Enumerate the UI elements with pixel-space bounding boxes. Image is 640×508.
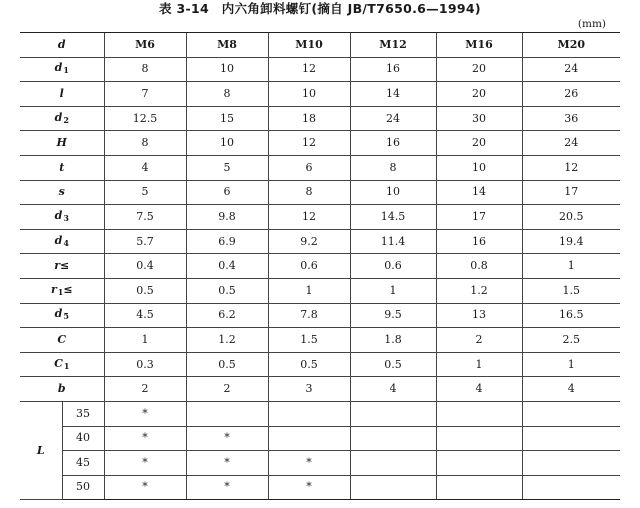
availability-cell: * (186, 426, 268, 451)
availability-cell (436, 401, 522, 426)
row-symbol: H (56, 136, 67, 150)
availability-cell (436, 426, 522, 451)
length-row (20, 451, 620, 476)
table-cell: 0.4 (186, 254, 268, 279)
table-cell: 1.2 (186, 328, 268, 353)
availability-cell: * (104, 426, 186, 451)
availability-cell: * (104, 451, 186, 476)
row-label (20, 254, 104, 279)
table-cell: 0.3 (104, 352, 186, 377)
column-header: M12 (350, 33, 436, 58)
table-cell: 0.5 (104, 278, 186, 303)
table-cell: 5.7 (104, 229, 186, 254)
length-row (20, 401, 620, 426)
table-row (20, 328, 620, 353)
table-cell: 1 (522, 254, 620, 279)
table-cell: 1 (522, 352, 620, 377)
availability-cell (350, 475, 436, 500)
row-symbol-subscript: 5 (63, 311, 69, 322)
table-cell: 4 (522, 377, 620, 402)
table-cell: 12 (268, 57, 350, 82)
row-label (20, 229, 104, 254)
spec-table-body (20, 33, 620, 500)
table-cell: 14 (350, 82, 436, 107)
availability-cell (522, 475, 620, 500)
table-row (20, 155, 620, 180)
header-row (20, 33, 620, 58)
table-cell: 8 (186, 82, 268, 107)
table-cell: 1.5 (268, 328, 350, 353)
table-cell: 20 (436, 57, 522, 82)
table-cell: 24 (522, 57, 620, 82)
availability-cell: * (104, 401, 186, 426)
table-cell: 0.4 (104, 254, 186, 279)
row-symbol: r (50, 282, 57, 296)
row-label (20, 352, 104, 377)
table-cell: 14.5 (350, 205, 436, 230)
column-header: M6 (104, 33, 186, 58)
availability-cell (350, 451, 436, 476)
row-symbol: r (54, 259, 61, 273)
table-cell: 11.4 (350, 229, 436, 254)
table-cell: 1 (350, 278, 436, 303)
table-row (20, 106, 620, 131)
table-cell: 10 (186, 131, 268, 156)
table-cell: 1.5 (522, 278, 620, 303)
table-cell: 19.4 (522, 229, 620, 254)
table-cell: 10 (268, 82, 350, 107)
table-cell: 10 (350, 180, 436, 205)
table-cell: 8 (268, 180, 350, 205)
column-header: M8 (186, 33, 268, 58)
table-cell: 9.2 (268, 229, 350, 254)
table-cell: 8 (104, 57, 186, 82)
row-label (20, 377, 104, 402)
row-symbol: d (54, 61, 63, 75)
table-row (20, 205, 620, 230)
table-cell: 16 (436, 229, 522, 254)
table-cell: 20 (436, 131, 522, 156)
table-cell: 10 (436, 155, 522, 180)
table-cell: 7.8 (268, 303, 350, 328)
row-symbol: b (57, 382, 66, 396)
table-cell: 30 (436, 106, 522, 131)
availability-cell: * (186, 451, 268, 476)
availability-cell (522, 451, 620, 476)
table-cell: 17 (522, 180, 620, 205)
table-cell: 16 (350, 57, 436, 82)
row-symbol-suffix: ≤ (63, 282, 73, 296)
table-cell: 0.8 (436, 254, 522, 279)
table-cell: 9.5 (350, 303, 436, 328)
row-label (20, 180, 104, 205)
availability-cell: * (268, 475, 350, 500)
table-cell: 0.5 (186, 352, 268, 377)
unit-label: (mm) (577, 18, 606, 30)
length-value: 50 (62, 475, 104, 500)
table-cell: 7.5 (104, 205, 186, 230)
table-cell: 6 (186, 180, 268, 205)
row-symbol-subscript: 3 (63, 212, 69, 223)
table-cell: 0.6 (268, 254, 350, 279)
row-label (20, 155, 104, 180)
table-cell: 0.6 (350, 254, 436, 279)
table-cell: 16.5 (522, 303, 620, 328)
table-cell: 36 (522, 106, 620, 131)
availability-cell (436, 475, 522, 500)
row-label (20, 106, 104, 131)
row-label (20, 131, 104, 156)
table-cell: 8 (104, 131, 186, 156)
table-row (20, 254, 620, 279)
availability-cell: * (104, 475, 186, 500)
table-cell: 0.5 (268, 352, 350, 377)
availability-cell: * (186, 475, 268, 500)
table-cell: 6.9 (186, 229, 268, 254)
table-cell: 15 (186, 106, 268, 131)
availability-cell (522, 401, 620, 426)
table-cell: 14 (436, 180, 522, 205)
column-header: M10 (268, 33, 350, 58)
table-cell: 1 (104, 328, 186, 353)
row-symbol: d (54, 307, 63, 321)
row-symbol-subscript: 1 (63, 65, 69, 76)
table-title: 表 3-14 内六角卸料螺钉(摘自 JB/T7650.6—1994) (159, 1, 481, 16)
table-row (20, 131, 620, 156)
row-symbol: C (54, 356, 63, 370)
table-cell: 6 (268, 155, 350, 180)
row-symbol-subscript: 4 (63, 237, 69, 248)
row-symbol-subscript: 2 (63, 114, 69, 125)
table-cell: 8 (350, 155, 436, 180)
table-row (20, 229, 620, 254)
table-cell: 17 (436, 205, 522, 230)
table-row (20, 352, 620, 377)
column-header: M20 (522, 33, 620, 58)
availability-cell (522, 426, 620, 451)
table-cell: 2.5 (522, 328, 620, 353)
table-cell: 4.5 (104, 303, 186, 328)
row-label (20, 278, 104, 303)
row-label (20, 57, 104, 82)
table-row (20, 82, 620, 107)
length-value: 40 (62, 426, 104, 451)
table-cell: 12 (268, 205, 350, 230)
row-symbol: C (57, 332, 67, 346)
row-symbol-subscript: 1 (57, 286, 64, 297)
table-cell: 12 (268, 131, 350, 156)
table-cell: 26 (522, 82, 620, 107)
table-cell: 20 (436, 82, 522, 107)
table-cell: 5 (104, 180, 186, 205)
header-symbol: d (20, 33, 104, 58)
length-value: 45 (62, 451, 104, 476)
table-cell: 4 (436, 377, 522, 402)
table-cell: 6.2 (186, 303, 268, 328)
table-cell: 16 (350, 131, 436, 156)
table-row (20, 377, 620, 402)
availability-cell: * (268, 451, 350, 476)
length-group-label: L (20, 401, 62, 499)
availability-cell (268, 401, 350, 426)
row-label (20, 303, 104, 328)
availability-cell (350, 401, 436, 426)
table-cell: 1.8 (350, 328, 436, 353)
row-symbol: l (59, 86, 64, 100)
table-row (20, 278, 620, 303)
table-cell: 0.5 (350, 352, 436, 377)
column-header: M16 (436, 33, 522, 58)
spec-table (20, 32, 620, 500)
table-cell: 13 (436, 303, 522, 328)
table-row (20, 303, 620, 328)
table-cell: 2 (104, 377, 186, 402)
row-symbol: d (54, 208, 63, 222)
table-cell: 0.5 (186, 278, 268, 303)
table-cell: 12.5 (104, 106, 186, 131)
row-symbol: d (54, 233, 63, 247)
length-value: 35 (62, 401, 104, 426)
table-cell: 10 (186, 57, 268, 82)
table-cell: 24 (522, 131, 620, 156)
table-cell: 7 (104, 82, 186, 107)
row-symbol: t (59, 160, 65, 174)
table-cell: 4 (350, 377, 436, 402)
availability-cell (186, 401, 268, 426)
row-symbol: s (58, 185, 65, 199)
row-label (20, 82, 104, 107)
table-cell: 9.8 (186, 205, 268, 230)
table-cell: 3 (268, 377, 350, 402)
availability-cell (268, 426, 350, 451)
table-cell: 2 (436, 328, 522, 353)
table-cell: 2 (186, 377, 268, 402)
length-row (20, 426, 620, 451)
table-cell: 1 (436, 352, 522, 377)
table-cell: 4 (104, 155, 186, 180)
table-cell: 12 (522, 155, 620, 180)
row-symbol-suffix: ≤ (60, 259, 70, 273)
row-label (20, 205, 104, 230)
table-cell: 24 (350, 106, 436, 131)
table-cell: 1.2 (436, 278, 522, 303)
table-cell: 20.5 (522, 205, 620, 230)
availability-cell (350, 426, 436, 451)
table-cell: 18 (268, 106, 350, 131)
availability-cell (436, 451, 522, 476)
table-cell: 1 (268, 278, 350, 303)
row-label (20, 328, 104, 353)
table-cell: 5 (186, 155, 268, 180)
table-row (20, 180, 620, 205)
table-row (20, 57, 620, 82)
row-symbol-subscript: 1 (63, 360, 70, 371)
length-row (20, 475, 620, 500)
row-symbol: d (54, 110, 63, 124)
